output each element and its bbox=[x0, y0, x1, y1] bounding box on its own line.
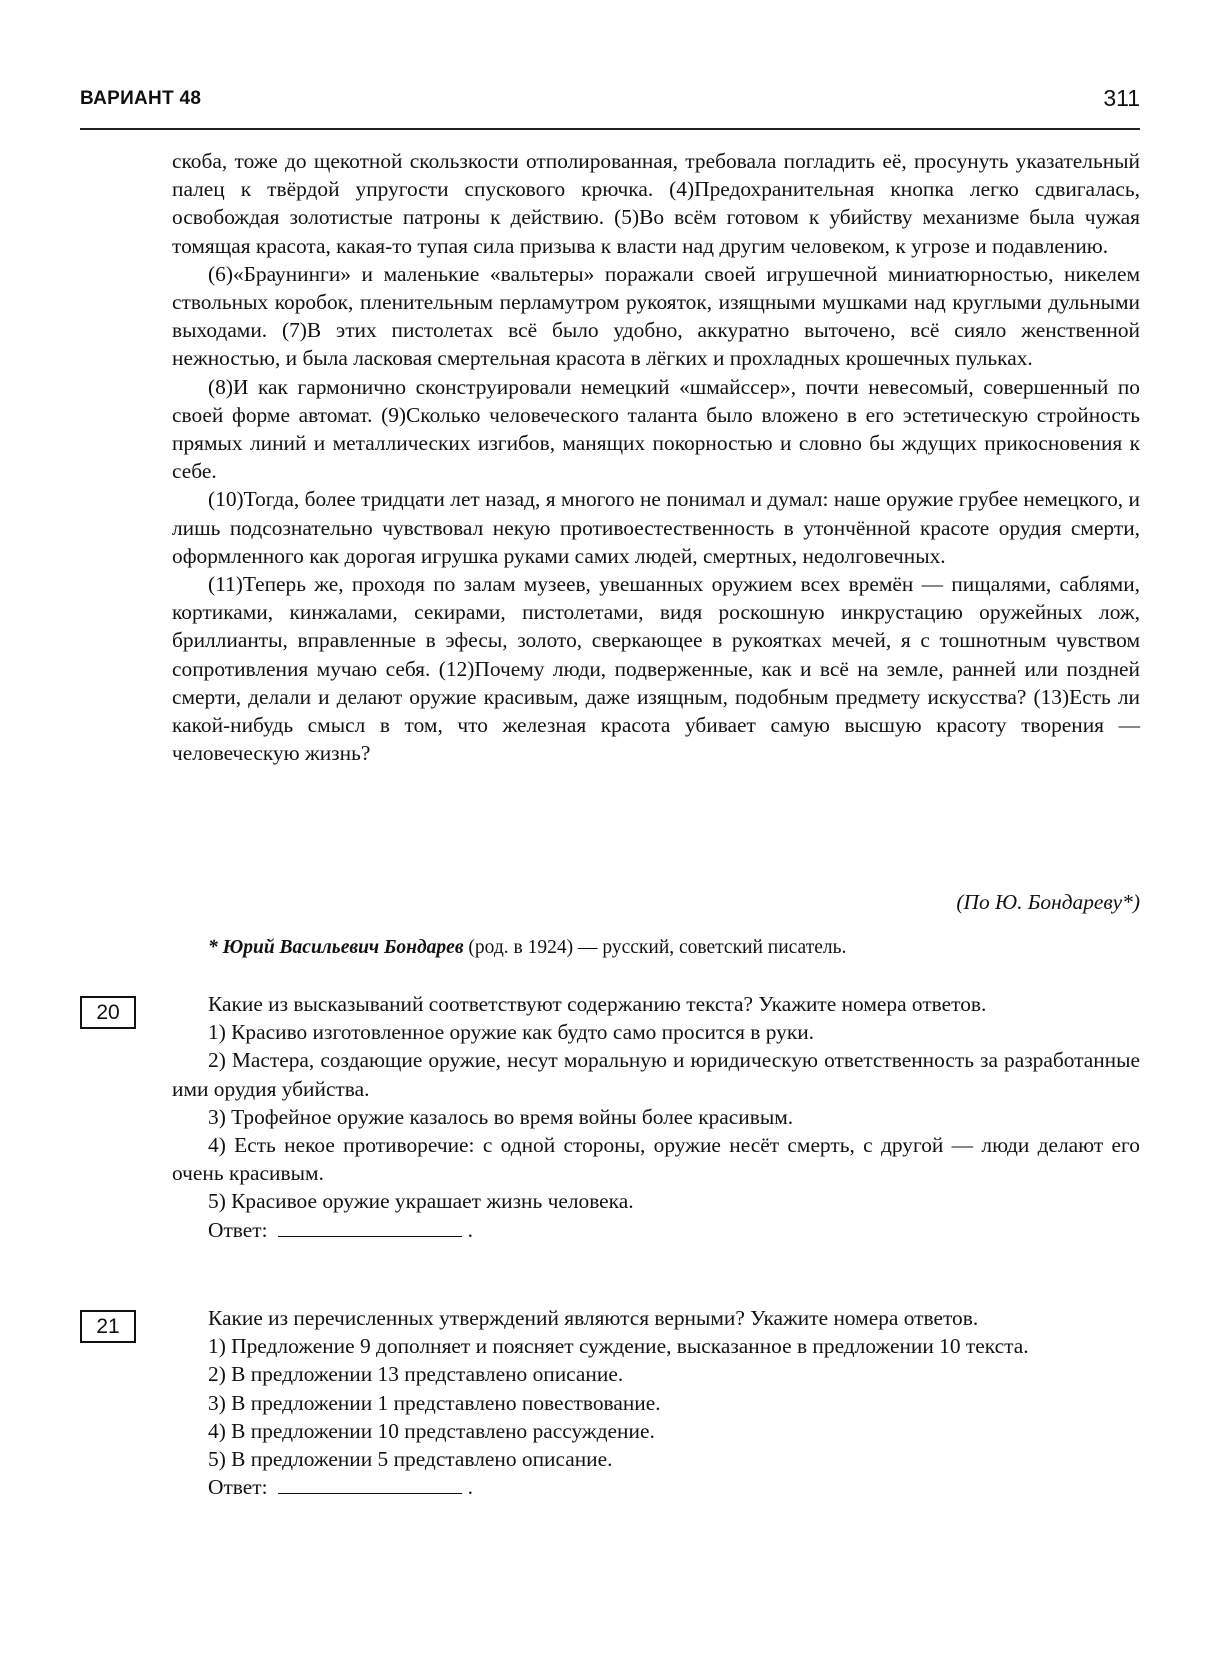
answer-label: Ответ: bbox=[208, 1475, 268, 1500]
variant-title: ВАРИАНТ 48 bbox=[80, 88, 202, 109]
answer-label: Ответ: bbox=[208, 1217, 268, 1242]
footnote bbox=[208, 935, 1140, 961]
answer-option: 4) Есть некое противоречие: с одной стороны, оружие несёт смерть, с другой — люди делают его очень красивым. bbox=[172, 1133, 1140, 1186]
text-paragraph: скоба, тоже до щекотной скользкости отполированная, требовала погладить её, просунуть указательный палец к твёрдой упругости спускового крючка. (4)Предохранительная кнопка легко сдвигалась, освобождая золотистые патроны к действию. (5)Во всём готовом к убийству механизме была чужая томящая красота, какая-то тупая сила призыва к власти над другим человеком, к угрозе и подавлению. bbox=[172, 149, 1140, 258]
footnote-name: * Юрий Васильевич Бондарев bbox=[208, 937, 464, 958]
task-21 bbox=[172, 1304, 1140, 1501]
answer-row: Ответ: . bbox=[208, 1217, 473, 1242]
text-paragraph: (6)«Браунинги» и маленькие «вальтеры» поражали своей игрушечной миниатюрностью, никелем ствольных коробок, пленительным перламутром рукояток, изящными мушками над круглыми дульными выходами. (7)В этих пистолетах всё было удобно, аккуратно выточено, всё сияло женственной нежностью, и была ласковая смертельная красота в лёгких и прохладных крошечных пульках. bbox=[172, 261, 1140, 371]
author-attribution: (По Ю. Бондареву*) bbox=[956, 890, 1140, 914]
text-paragraph: (11)Теперь же, проходя по залам музеев, увешанных оружием всех времён — пищалями, саблями, кортиками, кинжалами, секирами, пистолетами, видя роскошную инкрустацию оружейных лож, бриллианты, вправленные в эфесы, золото, сверкающее в рукоятках мечей, я с тошнотным чувством сопротивления мучаю себя. (12)Почему люди, подверженные, как и всё на земле, ранней или поздней смерти, делали и делают оружие красивым, даже изящным, подобным предмету искусства? (13)Есть ли какой-нибудь смысл в том, что железная красота убивает самую высшую красоту творения — человеческую жизнь? bbox=[172, 572, 1140, 766]
answer-option: 3) В предложении 1 представлено повествование. bbox=[208, 1390, 661, 1415]
text-paragraph: (10)Тогда, более тридцати лет назад, я многого не понимал и думал: наше оружие грубее немецкого, и лишь подсознательно чувствовал некую противоестественность в утончённой красоте орудия смерти, оформленного как дорогая игрушка руками самих людей, смертных, недолговечных. bbox=[172, 487, 1140, 568]
task-number-box: 20 bbox=[80, 996, 136, 1029]
answer-option: 5) Красивое оружие украшает жизнь человека. bbox=[208, 1189, 634, 1214]
answer-option: 2) Мастера, создающие оружие, несут моральную и юридическую ответственность за разработанные ими орудия убийства. bbox=[172, 1048, 1140, 1101]
page-number: 311 bbox=[1103, 85, 1140, 111]
answer-option: 2) В предложении 13 представлено описание. bbox=[208, 1362, 624, 1387]
answer-option: 4) В предложении 10 представлено рассуждение. bbox=[208, 1418, 655, 1443]
answer-option: 1) Красиво изготовленное оружие как будто само просится в руки. bbox=[208, 1020, 815, 1045]
answer-blank[interactable] bbox=[278, 1477, 462, 1494]
answer-option: 3) Трофейное оружие казалось во время войны более красивым. bbox=[208, 1104, 794, 1129]
task-20 bbox=[172, 990, 1140, 1244]
task-number-box: 21 bbox=[80, 1310, 136, 1343]
answer-blank[interactable] bbox=[278, 1220, 462, 1237]
answer-option: 5) В предложении 5 представлено описание. bbox=[208, 1447, 613, 1472]
answer-row: Ответ: . bbox=[208, 1475, 473, 1500]
page-header bbox=[80, 85, 1140, 130]
task-question: Какие из высказываний соответствуют содержанию текста? Укажите номера ответов. bbox=[208, 992, 987, 1016]
footnote-text: (род. в 1924) — русский, советский писатель. bbox=[463, 937, 847, 958]
text-paragraph: (8)И как гармонично сконструировали немецкий «шмайссер», почти невесомый, совершенный по своей форме автомат. (9)Сколько человеческого таланта было вложено в его эстетическую стройность прямых линий и металлических изгибов, манящих покорностью и словно бы ждущих прикосновения к себе. bbox=[172, 374, 1140, 484]
answer-option: 1) Предложение 9 дополняет и поясняет суждение, высказанное в предложении 10 текста. bbox=[208, 1334, 1029, 1359]
reading-text bbox=[172, 147, 1140, 767]
task-question: Какие из перечисленных утверждений являются верными? Укажите номера ответов. bbox=[208, 1306, 979, 1330]
